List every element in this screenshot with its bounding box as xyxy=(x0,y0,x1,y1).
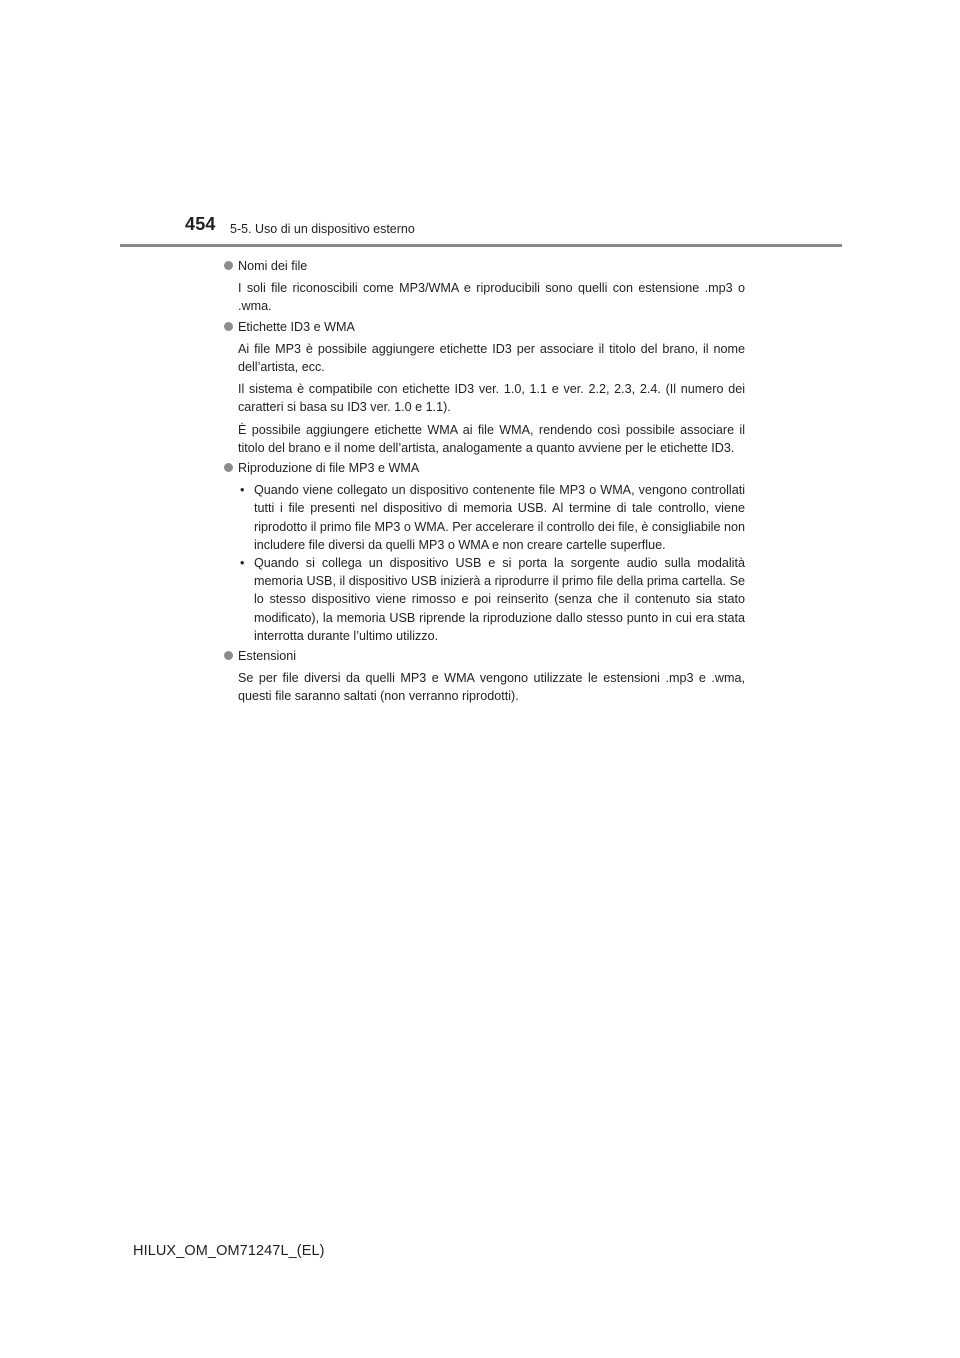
page-content xyxy=(224,255,745,706)
paragraph: È possibile aggiungere etichette WMA ai file WMA, rendendo così possibile associare il titolo del brano e il nome dell’artista, analogamente a quanto avviene per le etichette ID3. xyxy=(238,422,745,455)
paragraph: Se per file diversi da quelli MP3 e WMA vengono utilizzate le estensioni .mp3 e .wma, questi file saranno saltati (non verranno riprodotti). xyxy=(238,671,745,704)
list-item-text: Quando si collega un dispositivo USB e si porta la sorgente audio sulla modalità memoria USB, il dispositivo USB inizierà a riprodurre il primo file della prima cartella. Se lo stesso dispositivo viene rimosso e poi reinserito (senza che il contenuto sia stato modificato), la memoria USB riprende la riproduzione dallo stesso punto in cui era stata interrotta durante l’ultimo utilizzo. xyxy=(254,556,745,643)
bullet-icon xyxy=(224,322,233,331)
item-id3-wma-tags xyxy=(224,318,745,457)
item-file-names xyxy=(224,257,745,316)
paragraph: Il sistema è compatibile con etichette ID3 ver. 1.0, 1.1 e ver. 2.2, 2.3, 2.4. (Il numero dei caratteri si basa su ID3 ver. 1.0 e 1.1). xyxy=(238,382,745,415)
page-number: 454 xyxy=(185,214,216,234)
item-title: Riproduzione di file MP3 e WMA xyxy=(238,461,420,476)
header-rule xyxy=(120,244,842,247)
list-item-text: Quando viene collegato un dispositivo contenente file MP3 o WMA, vengono controllati tutti i file presenti nel dispositivo di memoria USB. Al termine di tale controllo, viene riprodotto il primo file MP3 o WMA. Per accelerare il controllo dei file, è consigliabile non includere file diversi da quelli MP3 o WMA e non creare cartelle superflue. xyxy=(254,483,745,552)
item-extensions xyxy=(224,647,745,706)
item-title: Nomi dei file xyxy=(238,259,308,273)
dot-icon: • xyxy=(240,483,245,498)
bullet-icon xyxy=(224,463,233,472)
sub-list xyxy=(238,481,745,645)
list-item xyxy=(238,554,745,645)
list-item xyxy=(238,481,745,554)
section-title: 5-5. Uso di un dispositivo esterno xyxy=(230,222,415,236)
footer-code: HILUX_OM_OM71247L_(EL) xyxy=(133,1243,325,1259)
dot-icon: • xyxy=(240,556,245,571)
item-title: Etichette ID3 e WMA xyxy=(238,319,355,334)
item-playback xyxy=(224,459,745,645)
bullet-icon xyxy=(224,261,233,270)
paragraph: Ai file MP3 è possibile aggiungere etichette ID3 per associare il titolo del brano, il nome dell’artista, ecc. xyxy=(238,341,745,375)
item-title: Estensioni xyxy=(238,649,297,664)
bullet-icon xyxy=(224,651,233,660)
paragraph: I soli file riconoscibili come MP3/WMA e riproducibili sono quelli con estensione .mp3 o .wma. xyxy=(238,281,745,314)
